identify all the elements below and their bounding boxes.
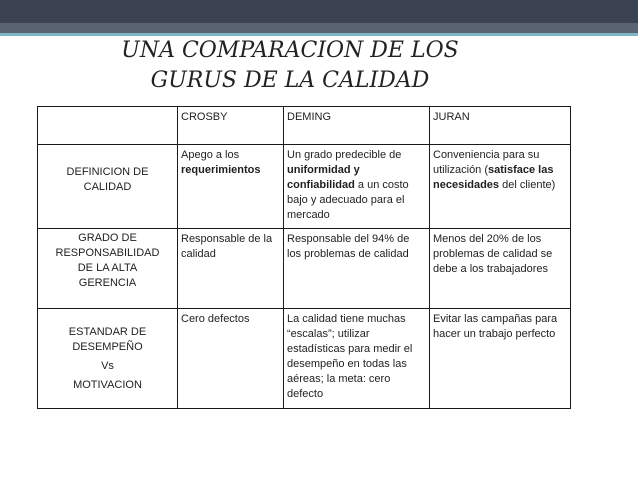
table-row-definicion xyxy=(38,144,571,229)
header-juran: JURAN xyxy=(430,107,571,145)
table-row-estandar xyxy=(38,309,571,409)
cell-crosby-definicion xyxy=(178,144,284,229)
slide-title xyxy=(40,36,540,96)
cell-text: Un grado predecible de xyxy=(287,148,402,161)
row-label-line: CALIDAD xyxy=(83,180,132,193)
table-header-row xyxy=(38,107,571,145)
cell-text: del cliente) xyxy=(502,178,556,191)
row-label-responsabilidad xyxy=(38,229,178,309)
cell-deming-estandar: La calidad tiene muchas “escalas”; utilizar estadísticas para medir el desempeño en todas las aéreas; la meta: cero defecto xyxy=(284,309,430,409)
cell-text: Conveniencia para su utilización ( xyxy=(433,148,540,176)
comparison-table xyxy=(37,106,571,409)
cell-deming-responsabilidad: Responsable del 94% de los problemas de calidad xyxy=(284,229,430,309)
header-deming: DEMING xyxy=(284,107,430,145)
row-label-line: Vs xyxy=(101,360,114,372)
slide-title-line-2: GURUS DE LA CALIDAD xyxy=(150,68,430,93)
cell-crosby-responsabilidad: Responsable de la calidad xyxy=(178,229,284,309)
row-label-line: GRADO DE xyxy=(78,232,137,245)
cell-bold-text: requerimientos xyxy=(181,163,261,176)
row-label-line: MOTIVACION xyxy=(73,379,142,391)
row-label-line: ESTANDAR DE DESEMPEÑO xyxy=(68,326,147,353)
slide-top-bar xyxy=(0,0,638,23)
row-label-estandar xyxy=(38,309,178,409)
slide-title-line-1: UNA COMPARACION DE LOS xyxy=(121,38,459,63)
cell-text: a un costo bajo y adecuado para el mercado xyxy=(287,178,409,221)
row-label-line: GERENCIA xyxy=(78,277,137,290)
header-empty-cell xyxy=(38,107,178,145)
cell-juran-estandar: Evitar las campañas para hacer un trabajo perfecto xyxy=(430,309,571,409)
row-label-line: DE LA ALTA xyxy=(77,262,138,275)
cell-juran-definicion xyxy=(430,144,571,229)
slide-header-stripe xyxy=(0,23,638,33)
header-crosby: CROSBY xyxy=(178,107,284,145)
cell-bold-text: satisface las necesidades xyxy=(433,163,554,191)
row-label-line: RESPONSABILIDAD xyxy=(55,247,160,260)
row-label-line: DEFINICION DE xyxy=(66,165,149,178)
table-row-responsabilidad xyxy=(38,229,571,309)
cell-crosby-estandar: Cero defectos xyxy=(178,309,284,409)
row-label-definicion xyxy=(38,144,178,229)
cell-bold-text: uniformidad y confiabilidad xyxy=(287,163,360,191)
cell-juran-responsabilidad: Menos del 20% de los problemas de calidad se debe a los trabajadores xyxy=(430,229,571,309)
cell-deming-definicion xyxy=(284,144,430,229)
cell-text: Apego a los xyxy=(181,148,240,161)
